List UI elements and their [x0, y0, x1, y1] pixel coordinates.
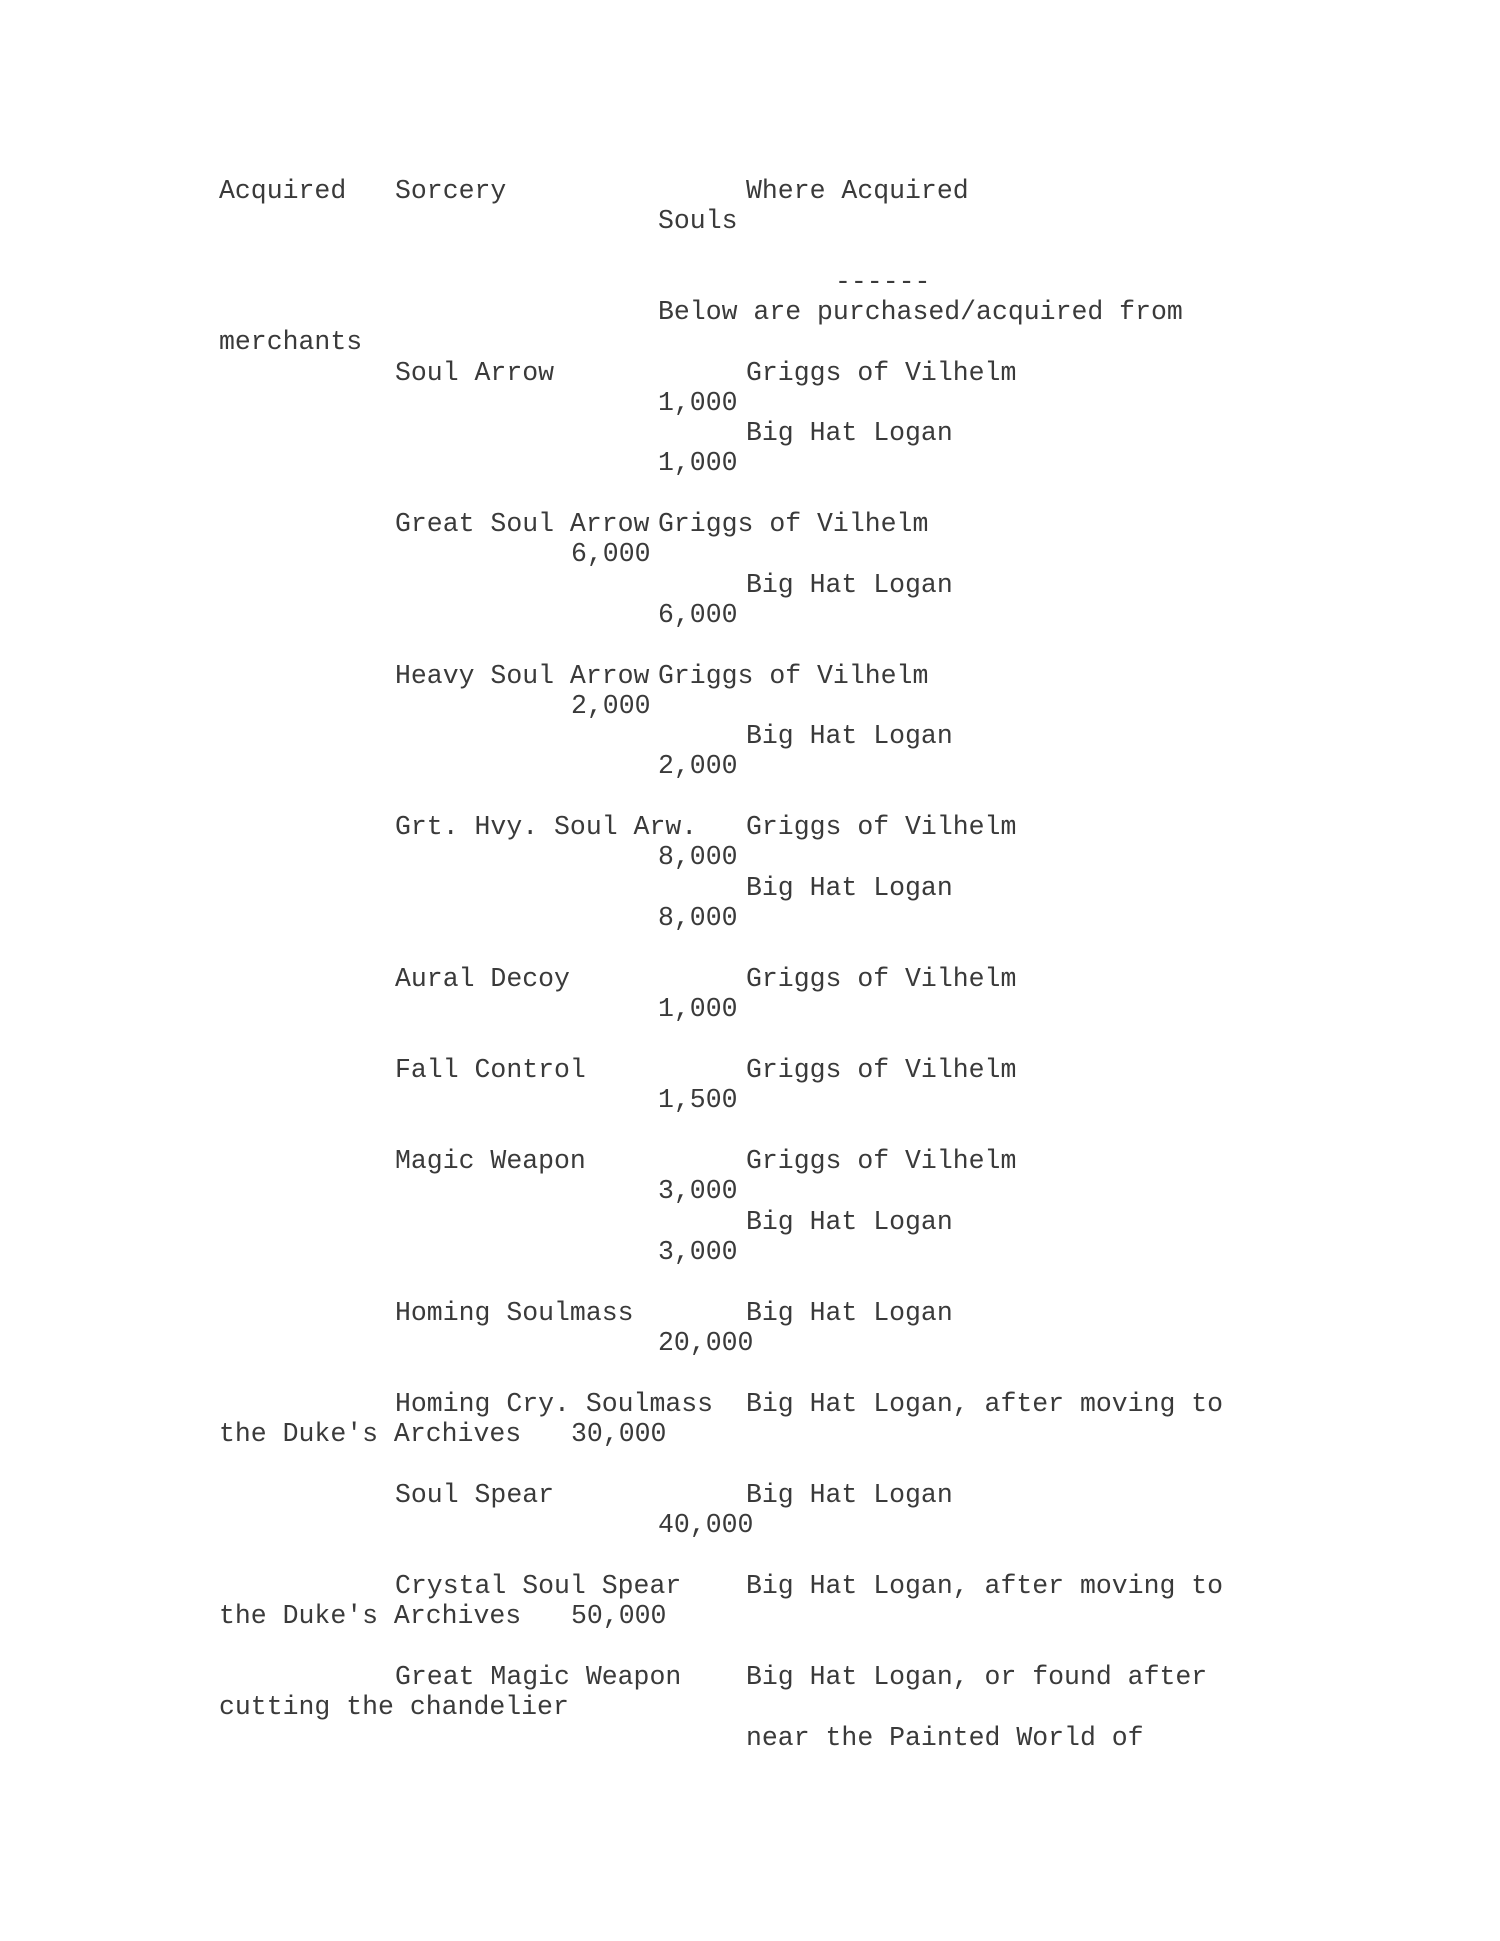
merchant-name: Griggs of Vilhelm	[746, 1055, 1017, 1085]
sorcery-name: Fall Control	[395, 1055, 586, 1085]
sorcery-name: Heavy Soul Arrow	[395, 661, 650, 691]
soul-cost: 40,000	[658, 1510, 754, 1540]
merchant-note-wrap: cutting the chandelier	[219, 1692, 569, 1722]
merchant-note-wrap: the Duke's Archives	[219, 1601, 522, 1631]
merchant-name: Big Hat Logan	[746, 1480, 953, 1510]
soul-cost: 3,000	[658, 1237, 738, 1267]
soul-cost: 1,000	[658, 448, 738, 478]
separator: ------	[835, 267, 931, 297]
sorcery-name: Homing Cry. Soulmass	[395, 1389, 714, 1419]
soul-cost: 1,000	[658, 994, 738, 1024]
soul-cost: 30,000	[571, 1419, 667, 1449]
soul-cost: 2,000	[571, 691, 651, 721]
merchant-name: Griggs of Vilhelm	[746, 812, 1017, 842]
merchant-name: Big Hat Logan	[746, 570, 953, 600]
merchant-name: Griggs of Vilhelm	[746, 1146, 1017, 1176]
soul-cost: 20,000	[658, 1328, 754, 1358]
soul-cost: 1,500	[658, 1085, 738, 1115]
merchant-note-continued: near the Painted World of	[746, 1723, 1144, 1753]
merchant-name: Big Hat Logan, or found after	[746, 1662, 1208, 1692]
sorcery-name: Magic Weapon	[395, 1146, 586, 1176]
sorcery-name: Soul Arrow	[395, 358, 555, 388]
merchant-name: Big Hat Logan, after moving to	[746, 1389, 1224, 1419]
sorcery-name: Great Magic Weapon	[395, 1662, 682, 1692]
merchant-name: Griggs of Vilhelm	[658, 509, 929, 539]
soul-cost: 3,000	[658, 1176, 738, 1206]
header-souls: Souls	[658, 206, 738, 236]
soul-cost: 50,000	[571, 1601, 667, 1631]
sorcery-name: Crystal Soul Spear	[395, 1571, 682, 1601]
merchant-name: Big Hat Logan	[746, 873, 953, 903]
header-sorcery: Sorcery	[395, 176, 507, 206]
section-note: Below are purchased/acquired from	[658, 297, 1183, 327]
merchant-name: Big Hat Logan	[746, 1298, 953, 1328]
sorcery-name: Grt. Hvy. Soul Arw.	[395, 812, 698, 842]
soul-cost: 8,000	[658, 903, 738, 933]
soul-cost: 1,000	[658, 388, 738, 418]
merchant-name: Griggs of Vilhelm	[658, 661, 929, 691]
header-acquired: Acquired	[219, 176, 347, 206]
merchant-note-wrap: the Duke's Archives	[219, 1419, 522, 1449]
merchant-name: Griggs of Vilhelm	[746, 964, 1017, 994]
merchant-name: Big Hat Logan	[746, 721, 953, 751]
merchant-name: Big Hat Logan, after moving to	[746, 1571, 1224, 1601]
header-where-acquired: Where Acquired	[746, 176, 969, 206]
merchant-name: Big Hat Logan	[746, 418, 953, 448]
soul-cost: 6,000	[658, 600, 738, 630]
soul-cost: 6,000	[571, 539, 651, 569]
sorcery-name: Great Soul Arrow	[395, 509, 650, 539]
section-note-wrap: merchants	[219, 327, 363, 357]
merchant-name: Griggs of Vilhelm	[746, 358, 1017, 388]
sorcery-name: Soul Spear	[395, 1480, 555, 1510]
merchant-name: Big Hat Logan	[746, 1207, 953, 1237]
soul-cost: 8,000	[658, 842, 738, 872]
soul-cost: 2,000	[658, 751, 738, 781]
sorcery-name: Homing Soulmass	[395, 1298, 634, 1328]
sorcery-name: Aural Decoy	[395, 964, 570, 994]
